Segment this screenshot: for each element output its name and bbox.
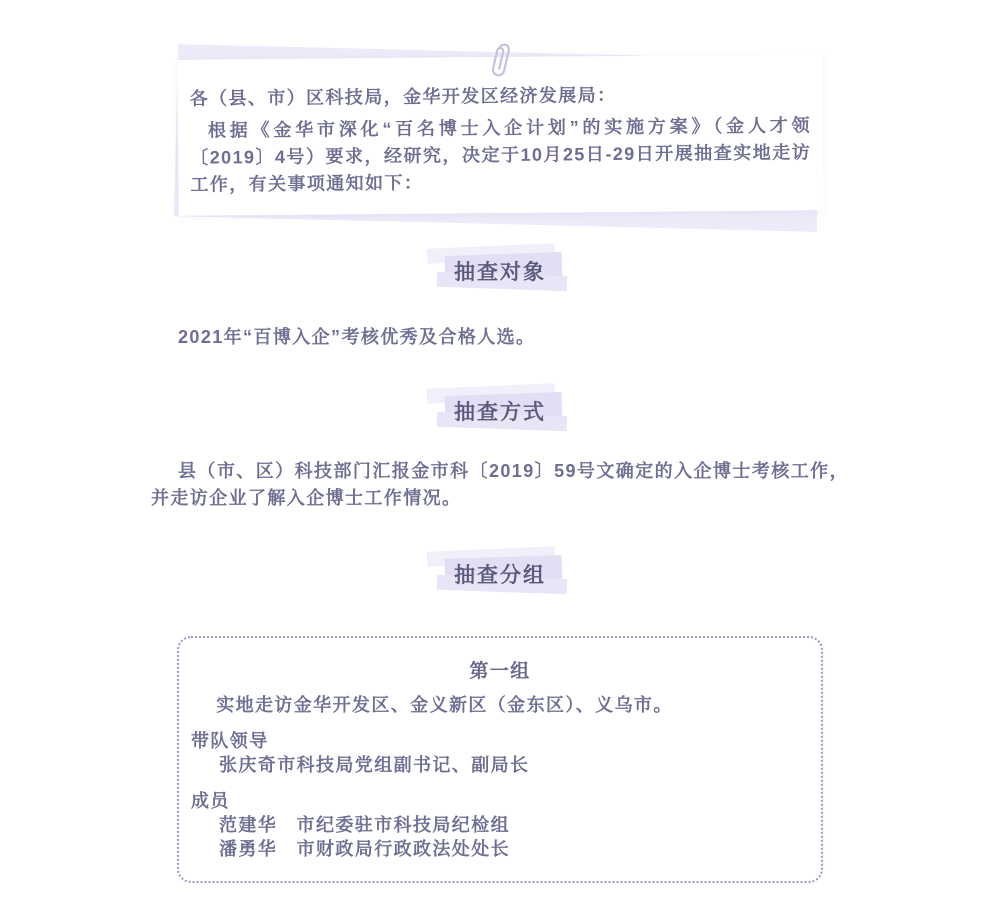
notice-body-paragraph: 根据《金华市深化“百名博士入企计划”的实施方案》（金人才领〔2019〕4号）要求，经研究，决定于10月25日-29日开展抽查实地走访工作，有关事项通知如下：	[189, 115, 811, 195]
targets-paragraph: 2021年“百博入企”考核优秀及合格人选。	[178, 327, 536, 347]
group-one-box	[177, 636, 823, 883]
notice-card	[178, 57, 823, 213]
section-header-grouping	[425, 546, 575, 594]
salutation-line: 各（县、市）区科技局，金华开发区经济发展局：	[189, 84, 617, 109]
article-page	[0, 57, 1000, 901]
member-line: 范建华 市纪委驻市科技局纪检组	[219, 815, 510, 835]
section-header-targets	[425, 243, 575, 291]
section-title: 抽查方式	[454, 401, 546, 424]
section-title: 抽查对象	[454, 261, 546, 284]
member-line: 潘勇华 市财政局行政政法处处长	[219, 839, 510, 859]
members-label: 成员	[191, 791, 230, 811]
group-visit-line: 实地走访金华开发区、金义新区（金东区）、义乌市。	[216, 695, 673, 715]
section-header-method	[425, 383, 575, 431]
method-paragraph: 县（市、区）科技部门汇报金市科〔2019〕59号文确定的入企博士考核工作，并走访企业了解入企博士工作情况。	[151, 461, 849, 508]
leader-name-line: 张庆奇市科技局党组副书记、副局长	[219, 755, 530, 775]
section-title: 抽查分组	[454, 564, 546, 587]
leader-label: 带队领导	[191, 731, 269, 751]
group-title: 第一组	[469, 661, 531, 682]
